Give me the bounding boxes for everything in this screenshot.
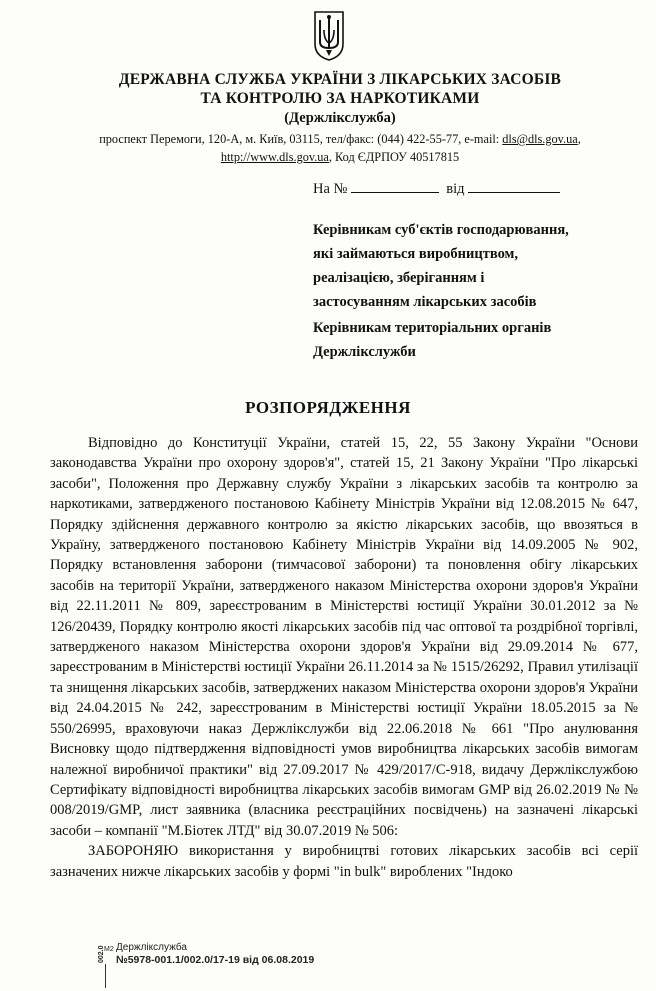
website-link[interactable]: http://www.dls.gov.ua — [220, 150, 329, 164]
registration-stamp — [104, 942, 315, 966]
reference-line — [313, 178, 560, 198]
email-link[interactable]: dls@dls.gov.ua — [502, 132, 578, 146]
ref-number-label: На № — [313, 181, 348, 197]
org-address — [40, 130, 640, 166]
stamp-divider — [105, 964, 106, 988]
edrpou-code: , Код ЄДРПОУ 40517815 — [328, 150, 460, 164]
org-short-name: (Держлікслужба) — [284, 110, 396, 126]
trident-emblem-icon — [313, 10, 345, 62]
body-paragraph-2: ЗАБОРОНЯЮ використання у виробництві готових лікарських засобів всі серії зазначених нижче лікарських засобів у формі "in bulk" вироблених "Індоко — [50, 843, 638, 880]
stamp-side-code: 002.0 — [98, 945, 105, 963]
addressee-line: Керівникам суб'єктів господарювання, — [313, 222, 569, 238]
address-text: проспект Перемоги, 120-А, м. Київ, 03115, тел/факс: (044) 422-55-77, e-mail: — [99, 132, 503, 146]
addressee-line: які займаються виробництвом, — [313, 246, 519, 262]
stamp-reg-number: №5978-001.1/002.0/17-19 від 06.08.2019 — [116, 954, 315, 966]
addressee-block-2 — [313, 316, 633, 364]
org-name-line1: ДЕРЖАВНА СЛУЖБА УКРАЇНИ З ЛІКАРСЬКИХ ЗАСОБІВ — [118, 71, 562, 88]
address-separator: , — [577, 132, 581, 146]
ref-date-label: від — [446, 181, 465, 197]
addressee-line: Керівникам територіальних органів — [313, 320, 552, 336]
body-paragraph-1: Відповідно до Конституції України, статей 15, 22, 55 Закону України "Основи законодавства України про охорону здоров'я", статей 15, 21 Закону України "Про лікарські засоби", Положення про Державну службу України з лікарських засобів та контролю за наркотиками, затвердженого постановою Кабінету Міністрів України від 12.08.2015 № 647, Порядку здійснення державного контролю за якістю лікарських засобів, що ввозяться в Україну, затвердженого постановою Кабінету Міністрів України від 14.09.2005 № 902, Порядку встановлення заборони (тимчасової заборони) та поновлення обігу лікарських засобів на території України, затвердженого наказом Міністерства охорони здоров'я України від 22.11.2011 № 809, зареєстрованим в Міністерстві юстиції України 30.01.2012 за № 126/20439, Порядку контролю якості лікарських засобів під час оптової та роздрібної торгівлі, затвердженого наказом Міністерства охорони здоров'я України від 29.09.2014 № 677, зареєстрованим в Міністерстві юстиції України 26.11.2014 за № 1515/26292, Правил утилізації та знищення лікарських засобів, затверджених наказом Міністерства охорони здоров'я України від 24.04.2015 № 242, зареєстрованим в Міністерстві юстиції України 18.05.2015 за № 550/26995, враховуючи наказ Держлікслужби від 22.06.2018 № 661 "Про анулювання Висновку щодо підтвердження відповідності умов виробництва лікарських засобів вимогам належної виробничої практики" від 27.09.2017 № 429/2017/С-918, видачу Держлікслужбою Сертифікату відповідності виробництва лікарських засобів вимогам GMP від 26.02.2019 № № 008/2019/GMP, лист заявника (власника реєстраційних посвідчень) на зазначені лікарські засоби – компанії "М.Біотек ЛТД" від 30.07.2019 № 506: — [50, 435, 638, 839]
addressee-line: реалізацією, зберіганням і — [313, 270, 485, 286]
document-title: РОЗПОРЯДЖЕННЯ — [245, 398, 411, 417]
ref-date-blank — [468, 178, 560, 193]
addressee-block-1 — [313, 218, 633, 314]
stamp-m2-label: M2 — [104, 946, 114, 953]
document-body — [50, 433, 638, 882]
stamp-org: Держлікслужба — [116, 942, 187, 953]
org-name-line2: ТА КОНТРОЛЮ ЗА НАРКОТИКАМИ — [200, 90, 480, 107]
addressee-line: Держлікслужби — [313, 344, 416, 360]
ref-number-blank — [351, 178, 439, 193]
addressee-line: застосуванням лікарських засобів — [313, 294, 537, 310]
